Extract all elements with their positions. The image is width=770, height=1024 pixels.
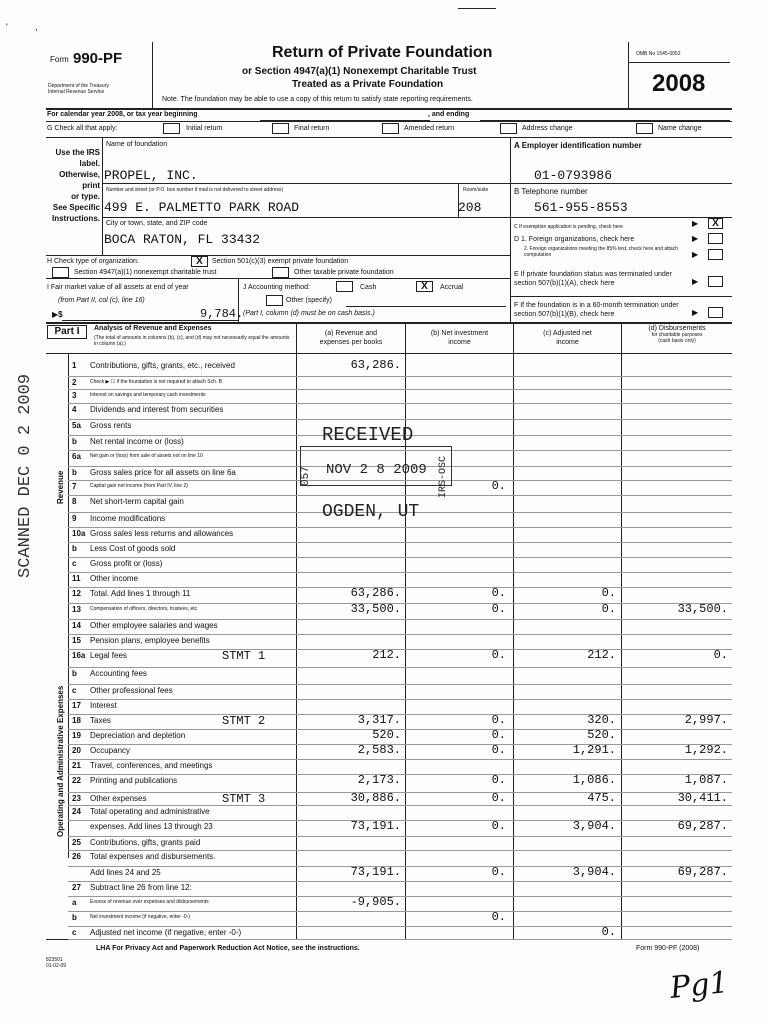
termination-60-label: F If the foundation is in a 60-month termination under section 507(b)(1)(B), check here <box>514 302 679 318</box>
line-number: 27 <box>72 883 81 892</box>
footer-code-2: 01-02-09 <box>46 963 67 969</box>
row-rule <box>68 850 732 851</box>
line-number: 10a <box>72 529 86 538</box>
row-rule <box>68 926 732 927</box>
line-label: Subtract line 26 from line 12: <box>90 883 192 892</box>
col-d-value[interactable]: 1,292. <box>684 743 728 757</box>
row-rule <box>68 939 732 940</box>
city-label: City or town, state, and ZIP code <box>106 220 208 227</box>
line-label: Total expenses and disbursements. <box>90 852 216 861</box>
line-label: Other employee salaries and wages <box>90 621 218 630</box>
street-address[interactable]: 499 E. PALMETTO PARK ROAD <box>104 200 300 215</box>
fmv-dollar: ▶$ <box>52 310 63 319</box>
col-c-value[interactable]: 320. <box>587 713 616 727</box>
row-rule <box>68 759 732 760</box>
col-b-value[interactable]: 0. <box>491 713 506 727</box>
col-b-value[interactable]: 0. <box>491 910 506 924</box>
form-prefix: Form <box>50 55 69 64</box>
initial-return-label: Initial return <box>186 125 223 132</box>
col-a-value[interactable]: 33,500. <box>350 602 401 616</box>
line-number: c <box>72 686 77 695</box>
exemption-pending-checkbox[interactable]: X <box>708 218 723 229</box>
top-mark <box>458 8 496 9</box>
row-rule <box>68 557 732 558</box>
line-label: Gross sales less returns and allowances <box>90 529 234 538</box>
col-c-header: (c) Adjusted net income <box>543 330 592 346</box>
col-c-value[interactable]: 3,904. <box>572 819 616 833</box>
line-number: 13 <box>72 605 81 614</box>
line-label: Printing and publications <box>90 776 178 785</box>
col-c-value[interactable]: 1,086. <box>572 773 616 787</box>
col-a-value[interactable]: 212. <box>372 648 401 662</box>
row-rule <box>68 419 732 420</box>
other-taxable-checkbox[interactable] <box>272 267 289 278</box>
line-label: Income modifications <box>90 514 166 523</box>
row-rule <box>68 542 732 543</box>
line-number: 9 <box>72 514 77 523</box>
line-number: b <box>72 669 77 678</box>
sec4947-checkbox[interactable] <box>52 267 69 278</box>
line-label: Compensation of officers, directors, trustees, etc <box>90 606 198 612</box>
col-b-value[interactable]: 0. <box>491 743 506 757</box>
col-d-value[interactable]: 0. <box>713 648 728 662</box>
part-one-title: Analysis of Revenue and Expenses <box>94 325 212 332</box>
footer-code-1: 823501 <box>46 957 63 963</box>
line-label: Other professional fees <box>90 686 173 695</box>
line-number: 6a <box>72 452 81 461</box>
omb-number: OMB No 1545-0052 <box>636 51 681 57</box>
col-b-value[interactable]: 0. <box>491 773 506 787</box>
col-b-value[interactable]: 0. <box>491 791 506 805</box>
col-d-value[interactable]: 33,500. <box>677 602 728 616</box>
line-number: 16a <box>72 651 86 660</box>
amended-return-checkbox[interactable] <box>382 123 399 134</box>
initial-return-checkbox[interactable] <box>163 123 180 134</box>
line-number: b <box>72 437 77 446</box>
part-one-description: (The total of amounts in columns (b), (c), and (d) may not necessarily equal the amounts in column (a).) <box>94 335 290 347</box>
line-label: Taxes <box>90 716 111 725</box>
accrual-label: Accrual <box>440 284 464 291</box>
line-number: 1 <box>72 361 77 370</box>
name-change-checkbox[interactable] <box>636 123 653 134</box>
phone-label: B Telephone number <box>514 187 588 196</box>
line-label: Other expenses <box>90 794 147 803</box>
line-number: 20 <box>72 746 81 755</box>
col-b-value[interactable]: 0. <box>491 648 506 662</box>
line-number: 7 <box>72 482 77 491</box>
line-number: 12 <box>72 589 81 598</box>
line-number: 2 <box>72 378 77 387</box>
col-a-value[interactable]: 2,173. <box>357 773 401 787</box>
cash-basis-note: (Part I, column (d) must be on cash basis.) <box>243 310 375 317</box>
stamp-left-code: 057 <box>300 466 312 486</box>
final-return-label: Final return <box>294 125 330 132</box>
line-label: Total. Add lines 1 through 11 <box>90 589 191 598</box>
col-d-value[interactable]: 69,287. <box>677 865 728 879</box>
line-number: c <box>72 928 77 937</box>
line-label: Pension plans, employee benefits <box>90 636 210 645</box>
other-method-label: Other (specify) <box>286 297 332 304</box>
row-rule <box>68 805 732 806</box>
foreign-85-checkbox[interactable] <box>708 249 723 260</box>
line-label: Capital gain net income (from Part IV, line 2) <box>90 483 188 489</box>
line-label: Accounting fees <box>90 669 147 678</box>
dept-treasury: Department of the Treasury <box>48 83 109 89</box>
line-label: Total operating and administrative <box>90 807 210 816</box>
row-rule <box>68 881 732 882</box>
line-label: Other income <box>90 574 139 583</box>
form-reference: Form 990-PF (2008) <box>636 945 700 952</box>
scanned-stamp: SCANNED DEC 0 2 2009 <box>16 373 35 578</box>
check-all-label: G Check all that apply: <box>47 125 118 132</box>
row-rule <box>68 403 732 404</box>
line-label: Gross sales price for all assets on line 6a <box>90 468 236 477</box>
row-rule <box>68 684 732 685</box>
form-number: 990-PF <box>73 50 123 67</box>
margin-mark: ' , <box>6 22 38 32</box>
line-label: Adjusted net income (if negative, enter -0-) <box>90 928 242 937</box>
ein-label: A Employer identification number <box>514 141 642 150</box>
col-c-value[interactable]: 0. <box>601 586 616 600</box>
row-rule <box>68 572 732 573</box>
col-c-value[interactable]: 3,904. <box>572 865 616 879</box>
stamp-right-code: IRS-OSC <box>438 455 449 498</box>
foreign-org-label: D 1. Foreign organizations, check here <box>514 236 635 243</box>
line-label: Occupancy <box>90 746 131 755</box>
foundation-name-label: Name of foundation <box>106 141 168 148</box>
cash-label: Cash <box>360 284 377 291</box>
line-label: expenses. Add lines 13 through 23 <box>90 822 213 831</box>
foreign-85-label: 2. Foreign organizations meeting the 85% test, check here and attach computation <box>524 246 678 258</box>
line-label: Net short-term capital gain <box>90 497 184 506</box>
line-label: Net gain or (loss) from sale of assets not on line 10 <box>90 453 203 459</box>
terminated-status-label: E If private foundation status was terminated under section 507(b)(1)(A), check here <box>514 271 672 287</box>
received-date-stamp: NOV 2 8 2009 <box>326 462 427 478</box>
line-label: Net rental income or (loss) <box>90 437 184 446</box>
line-label: Net investment income (if negative, enter -0-) <box>90 914 191 920</box>
line-number: 25 <box>72 838 81 847</box>
col-b-value[interactable]: 0. <box>491 728 506 742</box>
statement-ref[interactable]: STMT 2 <box>222 714 266 728</box>
line-number: 11 <box>72 574 81 583</box>
col-d-value[interactable]: 30,411. <box>677 791 728 805</box>
row-rule <box>68 634 732 635</box>
line-number: 23 <box>72 794 81 803</box>
foundation-name[interactable]: PROPEL, INC. <box>104 168 198 183</box>
line-number: 17 <box>72 701 81 710</box>
line-label: Depreciation and depletion <box>90 731 186 740</box>
row-rule <box>68 911 732 912</box>
other-taxable-label: Other taxable private foundation <box>294 269 394 276</box>
fmv-from-label: (from Part II, col (c), line 16) <box>58 297 145 304</box>
exemption-pending-label: C If exemption application is pending, check here <box>514 224 623 230</box>
line-label: Contributions, gifts, grants, etc., received <box>90 361 235 370</box>
phone-value[interactable]: 561-955-8553 <box>534 200 628 215</box>
line-number: c <box>72 559 77 568</box>
line-number: 3 <box>72 391 77 400</box>
row-rule <box>68 667 732 668</box>
form-note: Note. The foundation may be able to use a copy of this return to satisfy state reporting requirements. <box>162 96 473 103</box>
col-a-value[interactable]: -9,905. <box>350 895 401 909</box>
line-number: 14 <box>72 621 81 630</box>
line-label: Excess of revenue over expenses and disbursements <box>90 899 209 905</box>
col-b-value[interactable]: 0. <box>491 479 506 493</box>
line-label: Contributions, gifts, grants paid <box>90 838 201 847</box>
other-method-checkbox[interactable] <box>266 295 283 306</box>
line-label: Check ▶ ☐ if the foundation is not required to attach Sch. B <box>90 379 223 385</box>
received-stamp: RECEIVED <box>322 424 414 446</box>
col-d-value[interactable]: 2,997. <box>684 713 728 727</box>
line-number: 5a <box>72 421 81 430</box>
ein-value[interactable]: 01-0793986 <box>534 168 613 183</box>
row-rule <box>68 619 732 620</box>
statement-ref[interactable]: STMT 3 <box>222 792 266 806</box>
address-change-label: Address change <box>522 125 573 132</box>
name-change-label: Name change <box>658 125 702 132</box>
line-label: Gross profit or (loss) <box>90 559 163 568</box>
fmv-value[interactable]: 9,784. <box>200 307 244 321</box>
line-number: 24 <box>72 807 81 816</box>
accounting-method-label: J Accounting method: <box>243 284 310 291</box>
sec501-checkbox[interactable]: X <box>191 256 208 267</box>
col-c-value[interactable]: 0. <box>601 602 616 616</box>
line-number: 8 <box>72 497 77 506</box>
col-c-value[interactable]: 0. <box>601 925 616 939</box>
col-b-header: (b) Net investment income <box>430 330 489 346</box>
final-return-checkbox[interactable] <box>272 123 289 134</box>
line-number: 18 <box>72 716 81 725</box>
col-a-value[interactable]: 30,886. <box>350 791 401 805</box>
col-b-value[interactable]: 0. <box>491 586 506 600</box>
room-label: Room/suite <box>463 187 489 193</box>
col-a-value[interactable]: 63,286. <box>350 586 401 600</box>
col-a-value[interactable]: 2,583. <box>357 743 401 757</box>
fmv-label: I Fair market value of all assets at end of year <box>47 284 189 291</box>
irs-service: Internal Revenue Service <box>48 89 105 95</box>
line-label: Interest on savings and temporary cash investments <box>90 392 206 398</box>
line-number: a <box>72 898 77 907</box>
row-rule <box>68 836 732 837</box>
line-number: b <box>72 913 77 922</box>
handwritten-page-mark: Pg1 <box>668 965 731 1006</box>
foreign-org-checkbox[interactable] <box>708 233 723 244</box>
form-title: Return of Private Foundation <box>272 44 493 61</box>
form-subtitle-1: or Section 4947(a)(1) Nonexempt Charitable Trust <box>242 66 477 77</box>
line-number: b <box>72 468 77 477</box>
accrual-checkbox[interactable]: X <box>416 281 433 292</box>
street-label: Number and street (or P.O. box number if mail is not delivered to street address) <box>106 187 284 193</box>
line-label: Less Cost of goods sold <box>90 544 176 553</box>
row-rule <box>68 527 732 528</box>
line-number: 21 <box>72 761 81 770</box>
col-c-value[interactable]: 520. <box>587 728 616 742</box>
col-b-value[interactable]: 0. <box>491 602 506 616</box>
col-c-value[interactable]: 475. <box>587 791 616 805</box>
row-rule <box>68 376 732 377</box>
col-a-value[interactable]: 73,191. <box>350 865 401 879</box>
room-suite[interactable]: 208 <box>458 200 482 215</box>
use-irs-label: Use the IRS label. Otherwise, print or type. See Specific Instructions. <box>51 148 100 223</box>
line-number: 4 <box>72 405 77 414</box>
col-c-value[interactable]: 212. <box>587 648 616 662</box>
amended-return-label: Amended return <box>404 125 455 132</box>
col-a-value[interactable]: 63,286. <box>350 358 401 372</box>
col-b-value[interactable]: 0. <box>491 819 506 833</box>
col-a-value[interactable]: 520. <box>372 728 401 742</box>
sec4947-label: Section 4947(a)(1) nonexempt charitable trust <box>74 269 217 276</box>
statement-ref[interactable]: STMT 1 <box>222 649 266 663</box>
line-number: 15 <box>72 636 81 645</box>
city-state-zip[interactable]: BOCA RATON, FL 33432 <box>104 232 261 247</box>
row-rule <box>68 699 732 700</box>
line-number: b <box>72 544 77 553</box>
col-d-header: (d) Disbursements for charitable purposes (cash basis only) <box>648 325 706 344</box>
and-ending: , and ending <box>428 111 470 118</box>
col-a-header: (a) Revenue and expenses per books <box>319 330 383 346</box>
line-number: 26 <box>72 852 81 861</box>
row-rule <box>68 389 732 390</box>
col-d-value[interactable]: 1,087. <box>684 773 728 787</box>
part-one-badge: Part I <box>47 325 87 339</box>
tax-year: 2008 <box>652 70 706 97</box>
form-subtitle-2: Treated as a Private Foundation <box>292 79 444 90</box>
col-c-value[interactable]: 1,291. <box>572 743 616 757</box>
line-label: Interest <box>90 701 117 710</box>
col-a-value[interactable]: 73,191. <box>350 819 401 833</box>
line-label: Legal fees <box>90 651 127 660</box>
line-label: Dividends and interest from securities <box>90 405 224 414</box>
calendar-year-line: For calendar year 2008, or tax year beginning <box>47 111 198 118</box>
row-rule <box>68 495 732 496</box>
termination-60-checkbox[interactable] <box>708 307 723 318</box>
sec501-label: Section 501(c)(3) exempt private foundation <box>212 258 349 265</box>
line-number: 22 <box>72 776 81 785</box>
line-label: Travel, conferences, and meetings <box>90 761 213 770</box>
org-type-label: H Check type of organization: <box>47 258 139 265</box>
cash-checkbox[interactable] <box>336 281 353 292</box>
col-a-value[interactable]: 3,317. <box>357 713 401 727</box>
line-number: 19 <box>72 731 81 740</box>
lha-notice: LHA For Privacy Act and Paperwork Reduction Act Notice, see the instructions. <box>96 945 360 952</box>
col-d-value[interactable]: 69,287. <box>677 819 728 833</box>
ogden-stamp: OGDEN, UT <box>322 502 420 522</box>
expenses-section-label: Operating and Administrative Expenses <box>56 685 65 837</box>
revenue-section-label: Revenue <box>56 470 65 504</box>
address-change-checkbox[interactable] <box>500 123 517 134</box>
line-label: Add lines 24 and 25 <box>90 868 161 877</box>
col-b-value[interactable]: 0. <box>491 865 506 879</box>
terminated-status-checkbox[interactable] <box>708 276 723 287</box>
line-label: Gross rents <box>90 421 132 430</box>
